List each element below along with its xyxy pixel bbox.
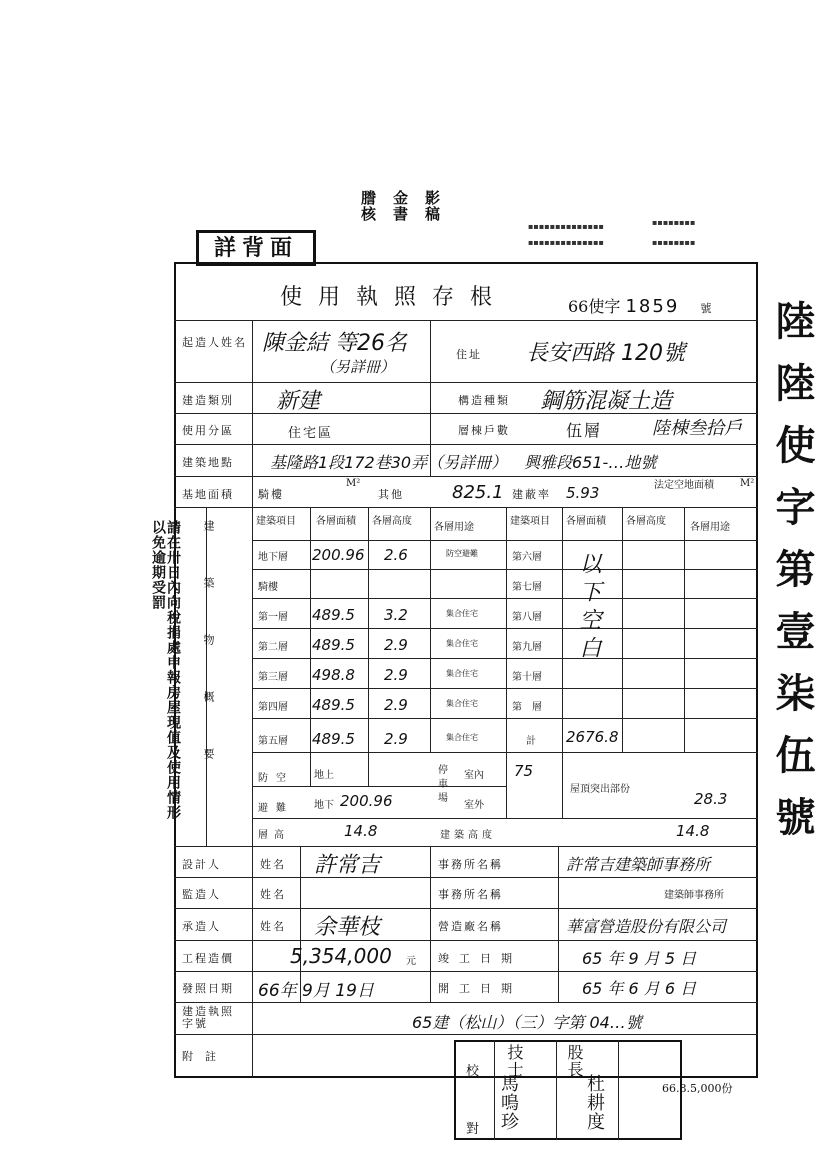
rule [310, 507, 311, 786]
rule [622, 507, 623, 752]
floor-name: 第四層 [258, 702, 288, 713]
designer-office-label: 事務所名稱 [438, 858, 503, 871]
floor-height: 2.9 [384, 636, 408, 654]
cost-value: 5,354,000 [290, 944, 392, 968]
applicant-value: 陳金結 等26名 [262, 331, 407, 356]
rule [174, 1034, 758, 1035]
floor-height: 3.2 [384, 606, 408, 624]
floor-use: 集合住宅 [446, 639, 478, 648]
header-stack-col3: 影稿 [423, 190, 441, 222]
rule [494, 1040, 495, 1140]
shelter-below-label: 地下 [314, 800, 334, 811]
complete-label: 竣工日期 [438, 952, 522, 965]
rule [252, 718, 758, 719]
category-value: 新建 [276, 389, 321, 414]
rule [252, 540, 758, 541]
side-note: 請在卅日內向稅捐處申報房屋現值及使用情形以免逾期受罰 [150, 520, 181, 820]
rule [368, 507, 369, 786]
header-faint-text-4: ▪▪▪▪▪▪▪▪ [652, 238, 696, 247]
building-height-label: 建築高度 [440, 830, 496, 841]
coverage-label: 建蔽率 [512, 488, 551, 501]
floor-use: 集合住宅 [446, 609, 478, 618]
floor-name: 第二層 [258, 642, 288, 653]
storey-height-label: 層高 [258, 830, 290, 841]
applicant-note: （另詳冊） [320, 358, 396, 376]
rule [252, 320, 253, 1078]
arcade-label: 騎樓 [258, 488, 284, 501]
rule [430, 507, 431, 752]
company-value: 華富營造股份有限公司 [566, 917, 727, 936]
parking-label: 停車場 [438, 765, 448, 804]
rule [174, 382, 758, 383]
parking-outdoor-label: 室外 [464, 800, 484, 811]
start-value: 65 年 6 月 6 日 [582, 979, 697, 998]
designer-office-value: 許常吉建築師事務所 [566, 855, 711, 874]
rule [174, 908, 758, 909]
contractor-label: 承造人 [182, 920, 221, 933]
building-section-label: 建築物概要 [202, 520, 215, 805]
shelter-below-value: 200.96 [340, 792, 393, 810]
floor-total-label: 計 [526, 736, 536, 747]
shelter-label: 防空避難 [258, 773, 294, 814]
unit-m2: M² [346, 478, 361, 489]
site-area-value: 825.1 [452, 482, 504, 503]
floor-use: 集合住宅 [446, 669, 478, 678]
floor-area: 200.96 [312, 546, 365, 564]
rule [174, 507, 758, 508]
rule [252, 688, 758, 689]
complete-value: 65 年 9 月 5 日 [582, 949, 697, 968]
location-label: 建築地點 [182, 456, 234, 469]
permit-number-value: 1859 [625, 296, 680, 317]
unit-m2: M² [740, 478, 755, 489]
designer-value: 許常吉 [314, 853, 381, 878]
rule [430, 846, 431, 1002]
rule [252, 752, 758, 753]
floor-height: 2.9 [384, 666, 408, 684]
rule [252, 598, 758, 599]
storey-height-value: 14.8 [344, 822, 378, 840]
parking-indoor-label: 室內 [464, 770, 484, 781]
floor-total-value: 2676.8 [566, 728, 619, 746]
rule [174, 476, 758, 477]
roof-label: 屋頂突出部份 [570, 784, 630, 795]
col-header-height-r: 各層高度 [626, 516, 666, 527]
print-note: 66.8.5,000份 [662, 1082, 733, 1095]
floor-use: 集合住宅 [446, 733, 478, 742]
floor-area: 489.5 [312, 730, 355, 748]
floors-value: 伍層 [566, 421, 603, 440]
rule [618, 1040, 619, 1140]
other-label: 其他 [378, 488, 404, 501]
seal-tech-label: 技士 [505, 1044, 524, 1078]
col-header-item: 建築項目 [256, 516, 296, 527]
permit-value: 65建（松山）（三）字第 04…號 [412, 1013, 642, 1032]
floor-name-r: 第 層 [512, 702, 542, 713]
rule [252, 628, 758, 629]
roof-value: 28.3 [694, 790, 728, 808]
floor-name: 第一層 [258, 612, 288, 623]
address-value: 長安西路 120號 [526, 341, 685, 366]
floor-name-r: 第七層 [512, 582, 542, 593]
rule [174, 1002, 758, 1003]
rule [556, 1040, 557, 1140]
category-label: 建造類別 [182, 394, 234, 407]
issue-label: 發照日期 [182, 982, 234, 995]
permit-prefix: 66使字 [568, 297, 621, 316]
cost-unit: 元 [406, 956, 416, 967]
floor-name: 第三層 [258, 672, 288, 683]
right-margin-text: 陸陸使字第壹柒伍號 [769, 300, 816, 858]
contractor-name-label: 姓名 [260, 920, 286, 933]
floor-name-r: 第六層 [512, 552, 542, 563]
cost-label: 工程造價 [182, 952, 234, 965]
supervisor-name-label: 姓名 [260, 888, 286, 901]
col-header-area-r: 各層面積 [566, 516, 606, 527]
contractor-value: 余華枝 [314, 915, 381, 940]
floor-name-r: 第九層 [512, 642, 542, 653]
structure-label: 構造種類 [458, 394, 510, 407]
floor-area: 498.8 [312, 666, 355, 684]
supervisor-office-label: 事務所名稱 [438, 888, 503, 901]
permit-suffix: 號 [700, 302, 712, 315]
floor-name-r: 第八層 [512, 612, 542, 623]
floor-name: 第五層 [258, 736, 288, 747]
issue-value: 66年 9月 19日 [258, 981, 374, 1001]
note-label: 附註 [182, 1050, 228, 1063]
floor-height: 2.9 [384, 730, 408, 748]
rule [174, 877, 758, 878]
parking-indoor-value: 75 [514, 762, 534, 780]
col-header-item-r: 建築項目 [510, 516, 550, 527]
floor-area: 489.5 [312, 606, 355, 624]
floor-area: 489.5 [312, 696, 355, 714]
location-value: 基隆路1段172巷30弄（另詳冊） [270, 453, 508, 472]
site-area-label: 基地面積 [182, 488, 234, 501]
rule [174, 320, 758, 321]
designer-name-label: 姓名 [260, 858, 286, 871]
structure-value: 鋼筋混凝土造 [540, 389, 673, 414]
col-header-use-r: 各層用途 [690, 522, 730, 533]
address-label: 住址 [456, 348, 482, 361]
header-stack-col2: 金書 [391, 190, 409, 222]
rule [252, 569, 758, 570]
form-title: 使用執照存根 [280, 285, 509, 310]
rule [174, 940, 758, 941]
header-faint-text-2: ▪▪▪▪▪▪▪▪▪▪▪▪▪▪ [528, 238, 604, 247]
zone-value: 住宅區 [288, 426, 334, 441]
rule [558, 846, 559, 1002]
detail-back-stamp: 詳背面 [196, 230, 316, 266]
rule [174, 846, 758, 847]
floors-label: 層棟戶數 [458, 424, 510, 437]
supervisor-office: 建築師事務所 [664, 890, 724, 901]
rule [506, 507, 507, 818]
floor-name: 地下層 [258, 552, 288, 563]
col-header-height: 各層高度 [372, 516, 412, 527]
rule [684, 507, 685, 752]
building-height-value: 14.8 [676, 822, 710, 840]
right-floors-note: 以下空白 [576, 552, 601, 664]
seal-chief-name: 杜耕度 [584, 1074, 605, 1131]
shelter-above-label: 地上 [314, 770, 334, 781]
col-header-area: 各層面積 [316, 516, 356, 527]
zone-label: 使用分區 [182, 424, 234, 437]
check-label-1: 校 [466, 1064, 480, 1079]
location-extra: 興雅段651-…地號 [524, 453, 657, 472]
coverage-value: 5.93 [566, 484, 600, 502]
seal-tech-name: 馬鳴珍 [498, 1074, 519, 1131]
units-value: 陸棟叁拾戶 [652, 418, 742, 439]
check-label-2: 對 [466, 1122, 480, 1137]
floor-height: 2.6 [384, 546, 408, 564]
header-faint-text-3: ▪▪▪▪▪▪▪▪ [652, 218, 696, 227]
floor-use: 防空避難 [446, 549, 478, 558]
header-stack-col1: 謄核 [359, 190, 377, 222]
floor-use: 集合住宅 [446, 699, 478, 708]
supervisor-label: 監造人 [182, 888, 221, 901]
start-label: 開工日期 [438, 982, 522, 995]
floor-name-r: 第十層 [512, 672, 542, 683]
floor-name: 騎樓 [258, 582, 278, 593]
col-header-use: 各層用途 [434, 522, 474, 533]
floor-height: 2.9 [384, 696, 408, 714]
empty-site-label: 法定空地面積 [654, 480, 714, 491]
permit-label: 建造執照字號 [182, 1005, 234, 1030]
floor-area: 489.5 [312, 636, 355, 654]
seal-chief-label: 股長 [565, 1044, 584, 1078]
applicant-label: 起造人姓名 [182, 336, 247, 349]
rule [174, 971, 758, 972]
rule [252, 658, 758, 659]
company-label: 營造廠名稱 [438, 920, 503, 933]
permit-number [568, 294, 711, 317]
designer-label: 設計人 [182, 858, 221, 871]
rule [174, 444, 758, 445]
rule [252, 818, 758, 819]
rule [562, 507, 563, 818]
header-faint-text: ▪▪▪▪▪▪▪▪▪▪▪▪▪▪ [528, 222, 604, 231]
